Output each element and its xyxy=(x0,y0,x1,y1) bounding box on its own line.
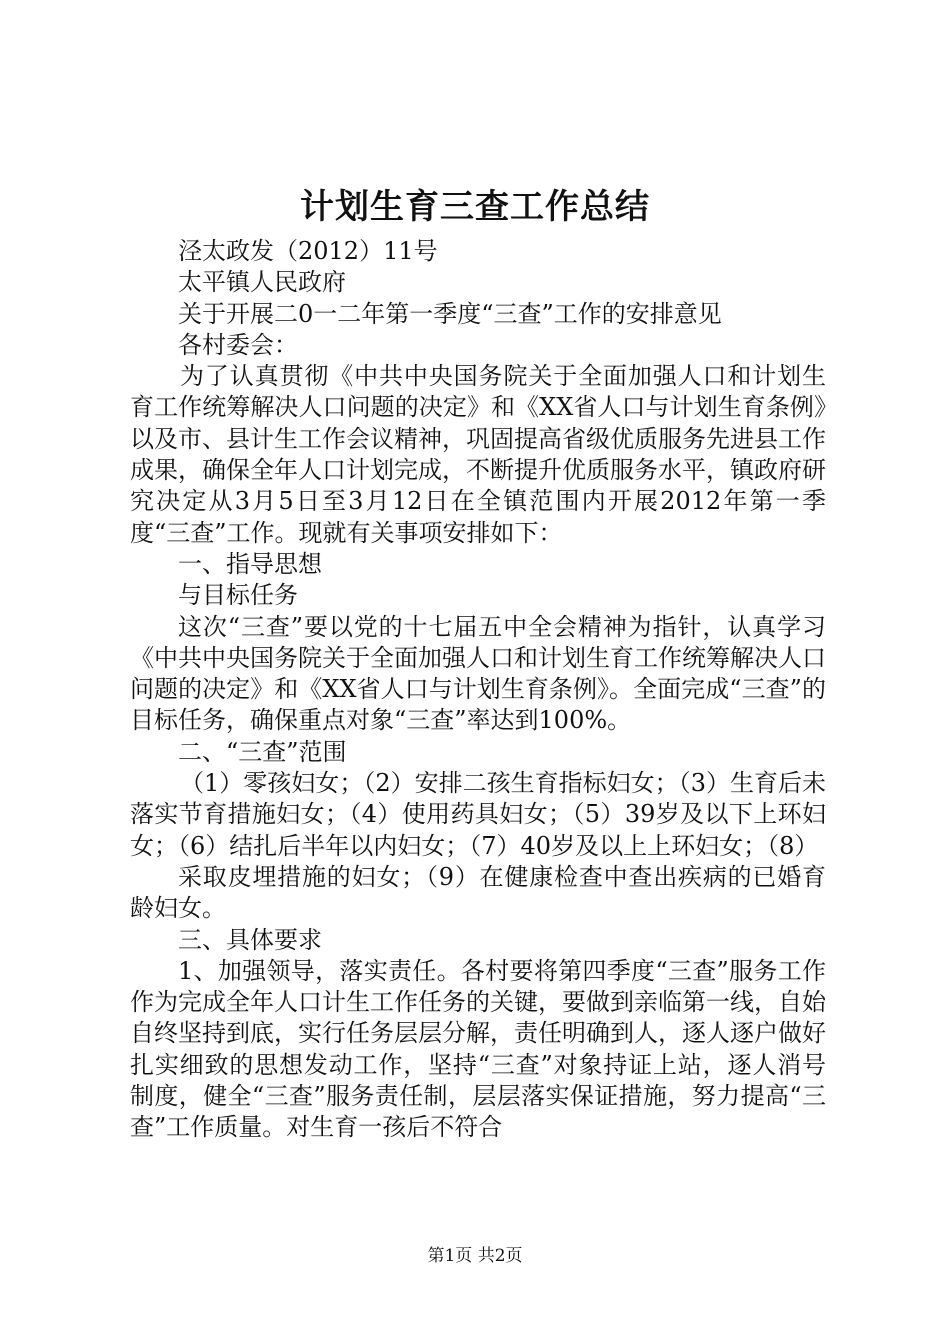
paragraph: 采取皮埋措施的妇女；（9）在健康检查中查出疾病的已婚育龄妇女。 xyxy=(130,862,826,923)
section-heading: 与目标任务 xyxy=(178,581,298,610)
document-body xyxy=(130,236,826,1144)
section-heading: 一、指导思想 xyxy=(178,549,322,578)
section-heading: 三、具体要求 xyxy=(178,925,322,954)
document-number: 泾太政发（2012）11号 xyxy=(178,237,438,265)
paragraph: 为了认真贯彻《中共中央国务院关于全面加强人口和计划生育工作统筹解决人口问题的决定》和《XX省人口与计划生育条例》以及市、县计生工作会议精神，巩固提高省级优质服务先进县工作成果，确保全年人口计划完成，不断提升优质服务水平，镇政府研究决定从3月5日至3月12日在全镇范围内开展2012年第一季度“三查”工作。现就有关事项安排如下： xyxy=(130,362,826,547)
paragraph: 1、加强领导，落实责任。各村要将第四季度“三查”服务工作作为完成全年人口计生工作任务的关键，要做到亲临第一线，自始自终坚持到底，实行任务层层分解，责任明确到人，逐人逐户做好扎实细致的思想发动工作，坚持“三查”对象持证上站，逐人消号制度，健全“三查”服务责任制，层层落实保证措施，努力提高“三查”工作质量。对生育一孩后不符合 xyxy=(130,956,826,1142)
issuing-authority: 太平镇人民政府 xyxy=(178,268,346,297)
document-title: 计划生育三查工作总结 xyxy=(300,187,650,227)
document-subject: 关于开展二0一二年第一季度“三查”工作的安排意见 xyxy=(178,299,722,328)
section-heading: 二、“三查”范围 xyxy=(178,737,347,766)
page-footer: 第1页 共2页 xyxy=(427,1246,523,1266)
paragraph: 这次“三查”要以党的十七届五中全会精神为指针，认真学习《中共中央国务院关于全面加强人口和计划生育工作统筹解决人口问题的决定》和《XX省人口与计划生育条例》。全面完成“三查”的目标任务，确保重点对象“三查”率达到100%。 xyxy=(130,612,826,735)
paragraph: （1）零孩妇女；（2）安排二孩生育指标妇女；（3）生育后未落实节育措施妇女；（4）使用药具妇女；（5）39岁及以下上环妇女；（6）结扎后半年以内妇女；（7）40岁及以上上环妇女；（8） xyxy=(130,769,826,860)
salutation: 各村委会： xyxy=(178,330,298,359)
